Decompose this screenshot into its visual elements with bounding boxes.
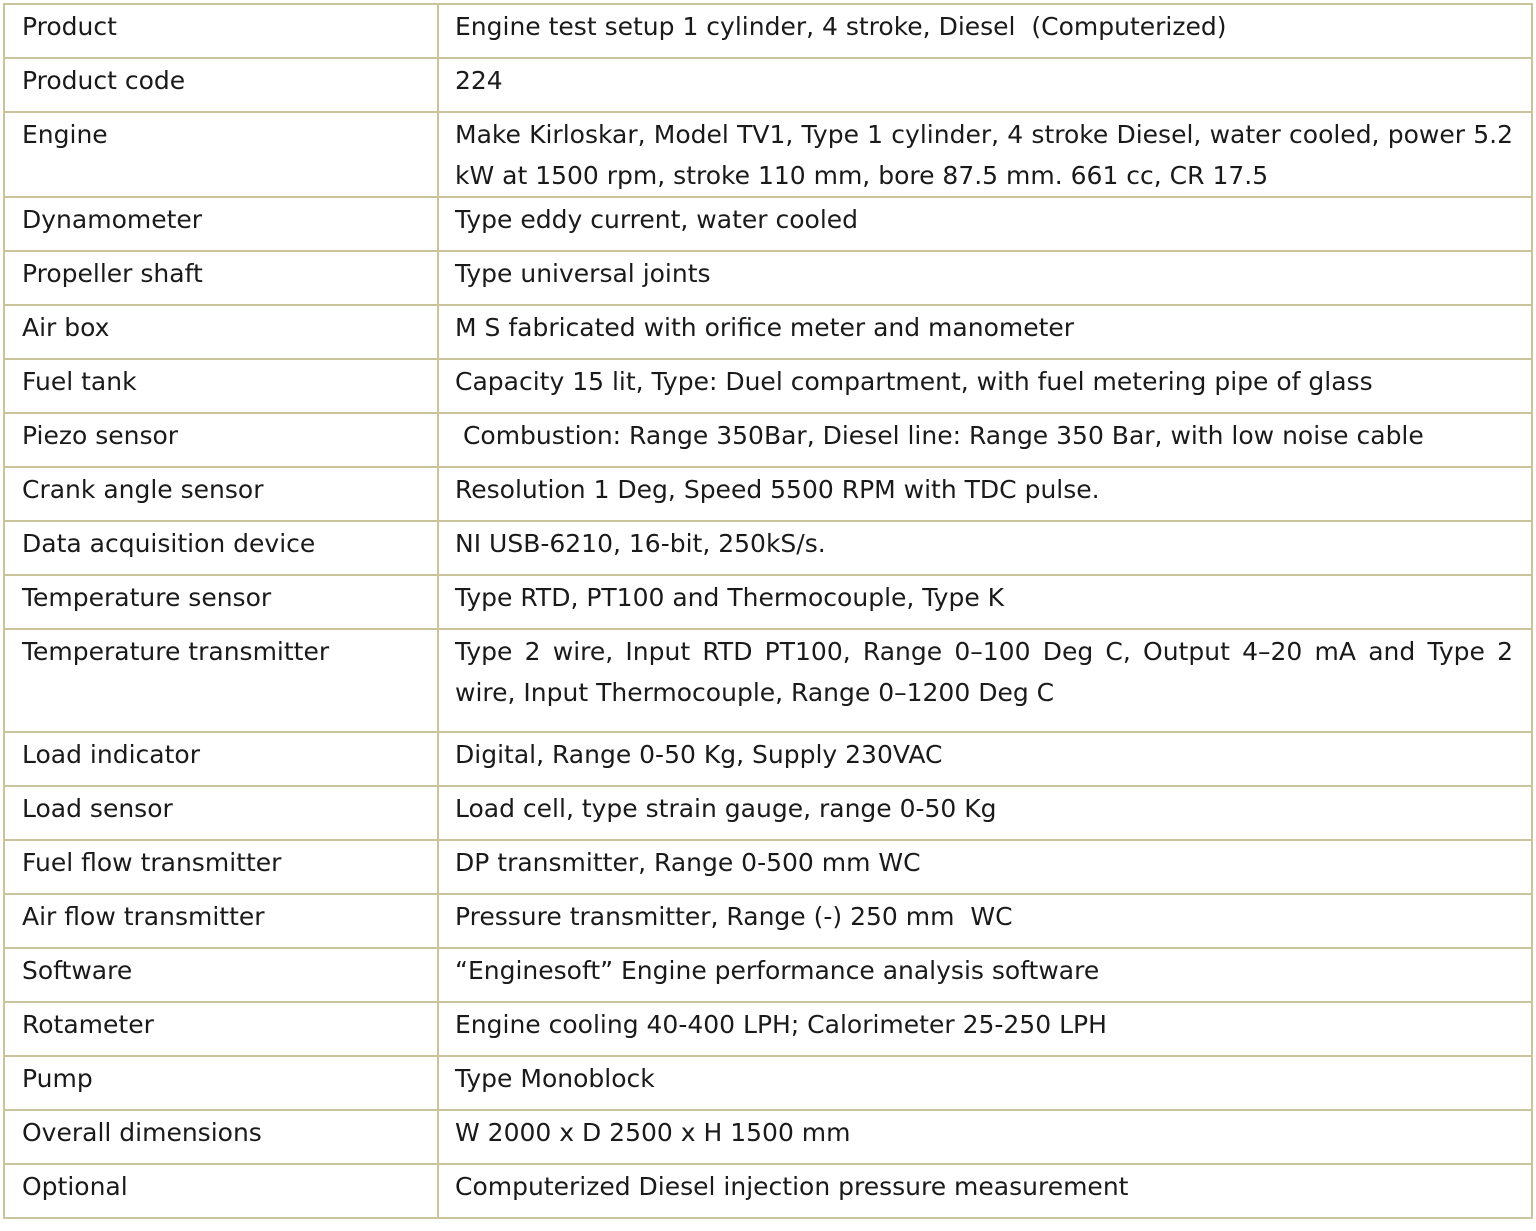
row-value-text: Combustion: Range 350Bar, Diesel line: Range 350 Bar, with low noise cable [455, 421, 1424, 450]
row-value-text: M S fabricated with orifice meter and manometer [455, 313, 1075, 342]
table-row-temperature-transmitter [4, 629, 1532, 732]
row-value-text: Capacity 15 lit, Type: Duel compartment, with fuel metering pipe of glass [455, 367, 1373, 396]
table-row-pump [4, 1056, 1532, 1110]
row-value [438, 467, 1532, 521]
row-value-text: W 2000 x D 2500 x H 1500 mm [455, 1118, 851, 1147]
row-label [4, 786, 438, 840]
row-label-text: Crank angle sensor [22, 475, 264, 504]
row-label [4, 251, 438, 305]
row-label [4, 732, 438, 786]
row-value [438, 786, 1532, 840]
row-value [438, 575, 1532, 629]
row-label-text: Data acquisition device [22, 529, 316, 558]
table-row-engine [4, 112, 1532, 197]
row-label [4, 840, 438, 894]
row-value [438, 305, 1532, 359]
row-label-text: Rotameter [22, 1010, 154, 1039]
row-label [4, 1164, 438, 1218]
table-row-fuel-tank [4, 359, 1532, 413]
row-label-text: Air box [22, 313, 110, 342]
row-label [4, 1002, 438, 1056]
row-value-text: Digital, Range 0-50 Kg, Supply 230VAC [455, 740, 943, 769]
row-label [4, 359, 438, 413]
table-row-load-indicator [4, 732, 1532, 786]
row-value [438, 4, 1532, 58]
row-label [4, 1110, 438, 1164]
table-row-propeller-shaft [4, 251, 1532, 305]
row-value [438, 1110, 1532, 1164]
row-value [438, 197, 1532, 251]
row-label [4, 305, 438, 359]
row-label [4, 4, 438, 58]
row-label-text: Overall dimensions [22, 1118, 262, 1147]
row-value-text: Type Monoblock [455, 1064, 655, 1093]
row-label [4, 58, 438, 112]
row-label [4, 575, 438, 629]
spec-table-body [4, 4, 1532, 1218]
row-value-text: Make Kirloskar, Model TV1, Type 1 cylinder, 4 stroke Diesel, water cooled, power 5.2 kW at 1500 rpm, stroke 110 mm, bore 87.5 mm. 661 cc, CR 17.5 [455, 120, 1513, 190]
row-value [438, 521, 1532, 575]
row-value [438, 112, 1532, 197]
row-value-text: “Enginesoft” Engine performance analysis software [455, 956, 1100, 985]
row-label [4, 894, 438, 948]
row-value-text: Computerized Diesel injection pressure measurement [455, 1172, 1129, 1201]
row-value [438, 58, 1532, 112]
table-row-software [4, 948, 1532, 1002]
row-label [4, 467, 438, 521]
table-row-load-sensor [4, 786, 1532, 840]
row-label-text: Propeller shaft [22, 259, 203, 288]
table-row-product [4, 4, 1532, 58]
row-label-text: Fuel tank [22, 367, 137, 396]
row-value [438, 840, 1532, 894]
row-value [438, 251, 1532, 305]
row-value-text: Engine test setup 1 cylinder, 4 stroke, Diesel (Computerized) [455, 12, 1227, 41]
row-value [438, 1002, 1532, 1056]
row-label [4, 629, 438, 732]
row-label-text: Dynamometer [22, 205, 203, 234]
row-value-text: NI USB-6210, 16-bit, 250kS/s. [455, 529, 826, 558]
row-value [438, 1164, 1532, 1218]
row-value-text: Type 2 wire, Input RTD PT100, Range 0–100 Deg C, Output 4–20 mA and Type 2 wire, Input Thermocouple, Range 0–1200 Deg C [455, 637, 1513, 707]
row-label-text: Optional [22, 1172, 128, 1201]
table-row-data-acquisition-device [4, 521, 1532, 575]
table-row-air-flow-transmitter [4, 894, 1532, 948]
row-label-text: Piezo sensor [22, 421, 179, 450]
row-value [438, 1056, 1532, 1110]
row-value-text: Load cell, type strain gauge, range 0-50 Kg [455, 794, 997, 823]
table-row-air-box [4, 305, 1532, 359]
row-value-text: DP transmitter, Range 0-500 mm WC [455, 848, 921, 877]
row-label-text: Engine [22, 120, 108, 149]
row-value-text: Type RTD, PT100 and Thermocouple, Type K [455, 583, 1005, 612]
row-label [4, 112, 438, 197]
row-value [438, 629, 1532, 732]
row-label-text: Temperature sensor [22, 583, 272, 612]
row-label [4, 197, 438, 251]
row-value [438, 359, 1532, 413]
row-label-text: Software [22, 956, 133, 985]
table-row-product-code [4, 58, 1532, 112]
row-label [4, 1056, 438, 1110]
row-value-text: Type universal joints [455, 259, 711, 288]
table-row-rotameter [4, 1002, 1532, 1056]
row-label [4, 413, 438, 467]
row-label-text: Pump [22, 1064, 93, 1093]
table-row-temperature-sensor [4, 575, 1532, 629]
row-label [4, 521, 438, 575]
row-value [438, 413, 1532, 467]
table-row-fuel-flow-transmitter [4, 840, 1532, 894]
row-label-text: Fuel flow transmitter [22, 848, 282, 877]
spec-table [3, 3, 1533, 1219]
row-label-text: Load sensor [22, 794, 173, 823]
table-row-dynamometer [4, 197, 1532, 251]
table-row-overall-dimensions [4, 1110, 1532, 1164]
row-value-text: Pressure transmitter, Range (-) 250 mm WC [455, 902, 1013, 931]
row-label [4, 948, 438, 1002]
row-label-text: Product [22, 12, 117, 41]
row-value-text: Engine cooling 40-400 LPH; Calorimeter 25-250 LPH [455, 1010, 1107, 1039]
row-value-text: Type eddy current, water cooled [455, 205, 859, 234]
table-row-piezo-sensor [4, 413, 1532, 467]
row-value-text: 224 [455, 66, 503, 95]
row-value [438, 732, 1532, 786]
row-value [438, 948, 1532, 1002]
row-value [438, 894, 1532, 948]
row-label-text: Temperature transmitter [22, 637, 330, 666]
row-label-text: Air flow transmitter [22, 902, 265, 931]
table-row-optional [4, 1164, 1532, 1218]
table-row-crank-angle-sensor [4, 467, 1532, 521]
row-value-text: Resolution 1 Deg, Speed 5500 RPM with TDC pulse. [455, 475, 1100, 504]
row-label-text: Product code [22, 66, 186, 95]
row-label-text: Load indicator [22, 740, 200, 769]
